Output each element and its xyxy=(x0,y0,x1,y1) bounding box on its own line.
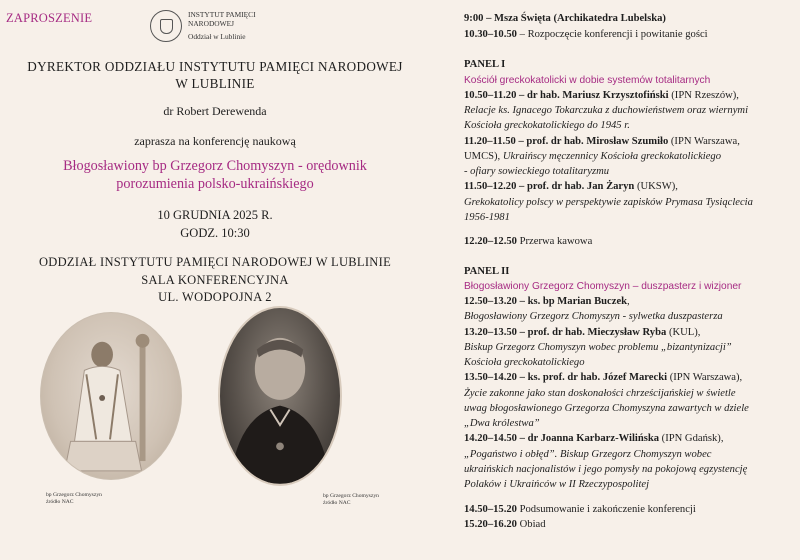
date-text: 10 GRUDNIA 2025 R. xyxy=(157,208,273,222)
logo-line2: NARODOWEJ xyxy=(188,19,234,29)
talk6-title-line2: uwag błogosławionego Grzegorza Chomyszyna zawartych w dziele xyxy=(464,403,749,414)
talk6-title-line3: „Dwa królestwa” xyxy=(464,418,540,429)
organizer-line2: W LUBLINIE xyxy=(175,76,255,91)
logo-text xyxy=(188,10,256,41)
talk7-speaker-name: 14.20–14.50 – dr Joanna Karbarz-Wilińska xyxy=(464,433,660,444)
dinner-entry xyxy=(464,517,794,532)
venue-line2: SALA KONFERENCYJNA xyxy=(141,272,289,287)
panel1-title: Kościół greckokatolicki w dobie systemów totalitarnych xyxy=(464,75,711,86)
dinner-text: Obiad xyxy=(516,519,546,530)
talk6-speaker xyxy=(464,370,794,385)
organizer-line1: DYREKTOR ODDZIAŁU INSTYTUTU PAMIĘCI NARODOWEJ xyxy=(27,59,403,74)
talk3-title-line2: 1956-1981 xyxy=(464,212,510,223)
event-date xyxy=(0,207,430,242)
invite-text: zaprasza na konferencję naukową xyxy=(134,134,296,148)
talk1-title-line2: Kościoła greckokatolickiego do 1945 r. xyxy=(464,120,630,131)
conference-title-line2: porozumienia polsko-ukraińskiego xyxy=(116,175,314,192)
mass-entry: 9:00 – Msza Święta (Archikatedra Lubelska) xyxy=(464,13,666,24)
talk2-institution: (IPN Warszawa, xyxy=(668,136,740,147)
portrait-photo-bust xyxy=(218,306,342,486)
dinner-time: 15.20–16.20 xyxy=(464,519,517,530)
talk7-title-line2: ukraińskich nacjonalistów i jego pomysły na pokojową egzystencję xyxy=(464,464,748,475)
break-time: 12.20–12.50 xyxy=(464,236,517,247)
caption-right-line2: źródło NAC xyxy=(323,500,351,506)
caption-left-line1: bp Grzegorz Chomyszyn xyxy=(46,492,102,498)
talk3-speaker xyxy=(464,179,794,194)
talk2-line2 xyxy=(464,149,794,164)
ipn-logo xyxy=(150,10,256,42)
talk1-speaker-name: 10.50–11.20 – dr hab. Mariusz Krzysztofiński xyxy=(464,90,669,101)
photo-caption-right xyxy=(323,493,379,507)
talk5-title-line2: Kościoła greckokatolickiego xyxy=(464,357,585,368)
program-panel xyxy=(464,0,794,560)
opening-text: – Rozpoczęcie konferencji i powitanie gości xyxy=(516,29,708,40)
invitation-label: ZAPROSZENIE xyxy=(6,11,93,25)
summary-text: Podsumowanie i zakończenie konferencji xyxy=(516,504,696,515)
eagle-seal-icon xyxy=(150,10,182,42)
talk6-institution: (IPN Warszawa), xyxy=(667,372,743,383)
talk1-speaker xyxy=(464,88,794,103)
talk3-speaker-name: 11.50–12.20 – prof. dr hab. Jan Żaryn xyxy=(464,181,635,192)
summary-time: 14.50–15.20 xyxy=(464,504,517,515)
portrait-photo-seated xyxy=(40,312,182,480)
conference-title-line1: Błogosławiony bp Grzegorz Chomyszyn - orędownik xyxy=(63,158,367,174)
talk5-speaker-name: 13.20–13.50 – prof. dr hab. Mieczysław Ryba xyxy=(464,327,667,338)
photo-caption-left xyxy=(46,492,102,506)
panel2-label: PANEL II xyxy=(464,266,510,277)
talk4-title-line1: Błogosławiony Grzegorz Chomyszyn - sylwetka duszpasterza xyxy=(464,311,723,322)
logo-line1: INSTYTUT PAMIĘCI xyxy=(188,10,256,19)
talk4-institution: , xyxy=(627,296,630,307)
talk6-speaker-name: 13.50–14.20 – ks. prof. dr hab. Józef Marecki xyxy=(464,372,668,383)
talk1-institution: (IPN Rzeszów), xyxy=(668,90,739,101)
talk5-speaker xyxy=(464,325,794,340)
talk2-title-line1: Ukraińscy męczennicy Kościoła greckokatolickiego xyxy=(502,151,722,162)
talk2-institution2: UMCS), xyxy=(464,151,503,162)
talk4-speaker-name: 12.50–13.20 – ks. bp Marian Buczek xyxy=(464,296,628,307)
talk7-title-line3: Polaków i Ukraińców w II Rzeczypospolitej xyxy=(464,479,650,490)
talk5-institution: (KUL), xyxy=(666,327,701,338)
panel1-label: PANEL I xyxy=(464,59,506,70)
director-name: dr Robert Derewenda xyxy=(163,104,267,118)
venue xyxy=(0,254,430,307)
opening-time: 10.30–10.50 xyxy=(464,29,517,40)
talk2-speaker xyxy=(464,134,794,149)
conference-title xyxy=(0,158,430,193)
panel2-title: Błogosławiony Grzegorz Chomyszyn – duszpasterz i wizjoner xyxy=(464,281,742,292)
talk7-speaker xyxy=(464,431,794,446)
talk3-title-line1: Grekokatolicy polscy w perspektywie zapisków Prymasa Tysiąclecia xyxy=(464,197,753,208)
caption-right-line1: bp Grzegorz Chomyszyn xyxy=(323,493,379,499)
talk2-speaker-name: 11.20–11.50 – prof. dr hab. Mirosław Szumiło xyxy=(464,136,669,147)
summary-entry xyxy=(464,502,794,517)
portrait-bust-figure xyxy=(220,308,340,484)
talk6-title-line1: Życie zakonne jako stan doskonałości chrześcijańskiej w świetle xyxy=(464,388,736,399)
portrait-seated-figure xyxy=(41,313,181,479)
caption-left-line2: źródło NAC xyxy=(46,499,74,505)
venue-line3: UL. WODOPOJNA 2 xyxy=(158,290,272,304)
talk1-title-line1: Relacje ks. Ignacego Tokarczuka z duchowieństwem oraz wiernymi xyxy=(464,105,749,116)
venue-line1: ODDZIAŁ INSTYTUTU PAMIĘCI NARODOWEJ W LUBLINIE xyxy=(38,255,392,269)
talk5-title-line1: Biskup Grzegorz Chomyszyn wobec problemu „bizantynizacji” xyxy=(464,342,732,353)
opening-entry xyxy=(464,27,794,42)
break-text: Przerwa kawowa xyxy=(516,236,593,247)
talk3-institution: (UKSW), xyxy=(634,181,678,192)
talk2-title-line2: - ofiary sowieckiego totalitaryzmu xyxy=(464,166,610,177)
break-entry xyxy=(464,234,794,249)
talk4-speaker xyxy=(464,294,794,309)
talk7-title-line1: „Pogaństwo i obłęd”. Biskup Grzegorz Chomyszyn wobec xyxy=(464,449,712,460)
organizer-title xyxy=(0,58,430,92)
talk7-institution: (IPN Gdańsk), xyxy=(659,433,724,444)
logo-line3: Oddział w Lublinie xyxy=(188,31,246,41)
time-text: GODZ. 10:30 xyxy=(180,225,250,240)
